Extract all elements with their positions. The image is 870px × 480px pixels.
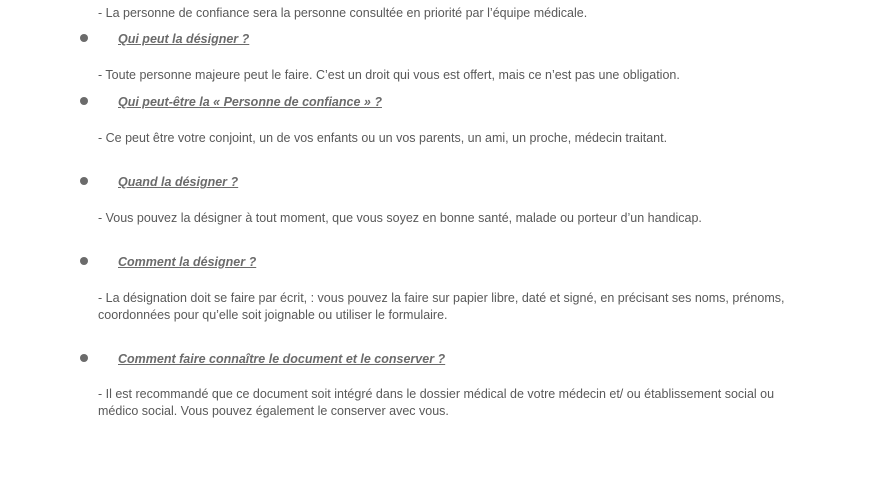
section-heading: Comment faire connaître le document et le conserver ?: [118, 352, 446, 366]
section-text: - Toute personne majeure peut le faire. C’est un droit qui vous est offert, mais ce n’est pas une obligation.: [98, 68, 680, 82]
section-text: - La désignation doit se faire par écrit, : vous pouvez la faire sur papier libre, daté et signé, en précisant ses noms, prénoms, coordonnées pour qu’elle soit joignable ou utiliser le formulaire.: [98, 291, 785, 322]
section-heading: Qui peut la désigner ?: [118, 32, 250, 46]
bullet-icon: [80, 34, 88, 42]
bullet-icon: [80, 97, 88, 105]
section-heading: Quand la désigner ?: [118, 175, 239, 189]
section-heading: Comment la désigner ?: [118, 255, 257, 269]
section-text: - Ce peut être votre conjoint, un de vos enfants ou un vos parents, un ami, un proche, médecin traitant.: [98, 131, 668, 145]
cropped-previous-line: [118, 0, 718, 1]
bullet-icon: [80, 177, 88, 185]
section-text: - Vous pouvez la désigner à tout moment, que vous soyez en bonne santé, malade ou porteur d’un handicap.: [98, 211, 702, 225]
section-heading: Qui peut-être la « Personne de confiance » ?: [118, 95, 382, 109]
bullet-icon: [80, 354, 88, 362]
intro-line: - La personne de confiance sera la personne consultée en priorité par l’équipe médicale.: [98, 6, 588, 20]
bullet-icon: [80, 257, 88, 265]
section-text: - Il est recommandé que ce document soit intégré dans le dossier médical de votre médecin et/ ou établissement social ou médico social. Vous pouvez également le conserver avec vous.: [98, 387, 775, 418]
